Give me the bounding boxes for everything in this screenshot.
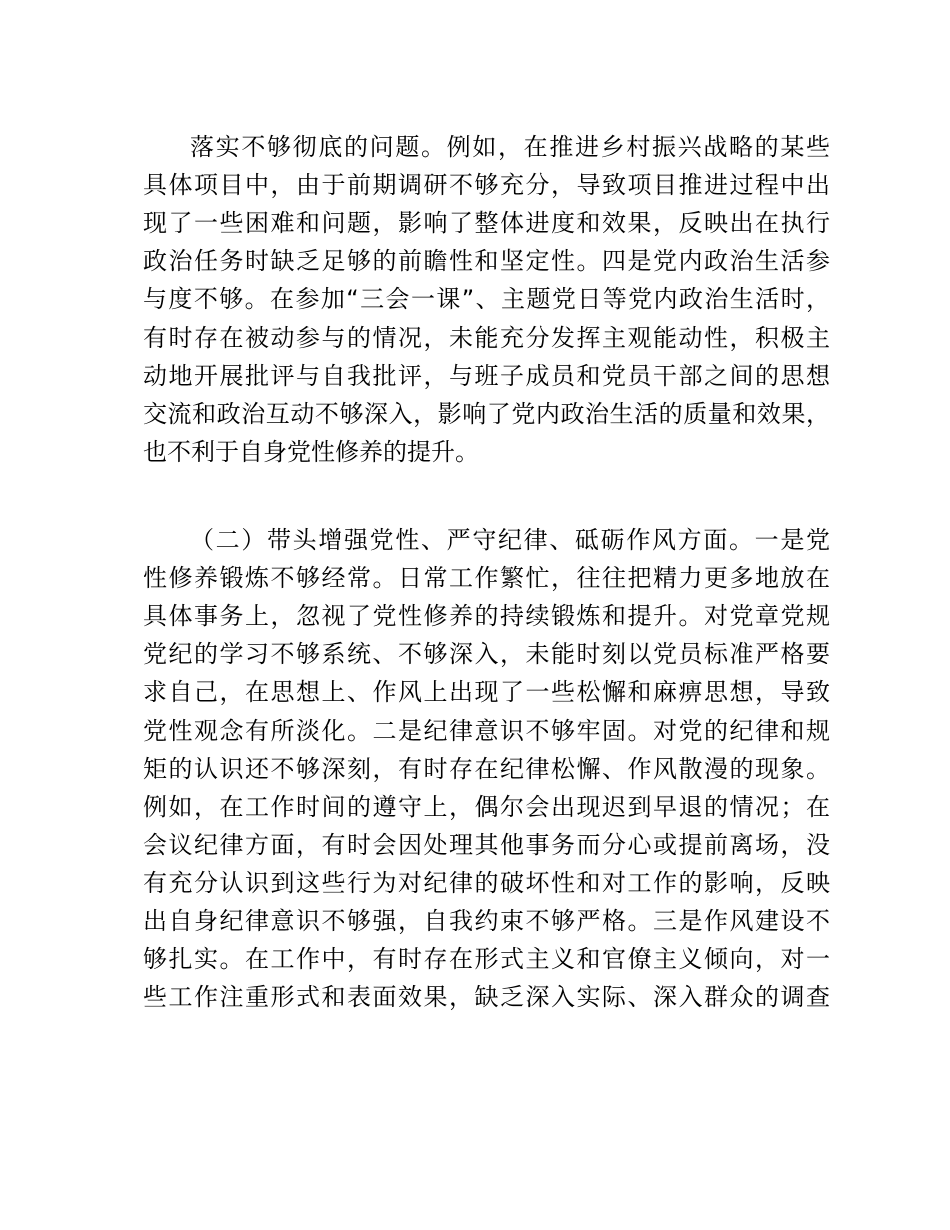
text-line: （二）带头增强党性、严守纪律、砥砺作风方面。一是党 [190, 526, 830, 554]
text-line: 现了一些困难和问题，影响了整体进度和效果，反映出在执行 [143, 209, 830, 238]
text-line: 出自身纪律意识不够强，自我约束不够严格。三是作风建设不 [143, 907, 830, 935]
text-line: 矩的认识还不够深刻，有时存在纪律松懈、作风散漫的现象。 [143, 754, 830, 783]
text-line: 党纪的学习不够系统、不够深入，未能时刻以党员标准严格要 [143, 640, 830, 669]
text-line: 与度不够。在参加“三会一课”、主题党日等党内政治生活时， [143, 285, 830, 314]
text-line: 具体项目中，由于前期调研不够充分，导致项目推进过程中出 [143, 171, 830, 200]
text-line: 性修养锻炼不够经常。日常工作繁忙，往往把精力更多地放在 [143, 564, 830, 593]
text-line: 落实不够彻底的问题。例如，在推进乡村振兴战略的某些 [190, 133, 830, 161]
text-line: 动地开展批评与自我批评，与班子成员和党员干部之间的思想 [143, 361, 830, 390]
text-line: 政治任务时缺乏足够的前瞻性和坚定性。四是党内政治生活参 [143, 247, 830, 276]
text-line: 党性观念有所淡化。二是纪律意识不够牢固。对党的纪律和规 [143, 716, 830, 745]
text-line: 有充分认识到这些行为对纪律的破坏性和对工作的影响，反映 [143, 868, 830, 897]
text-line: 有时存在被动参与的情况，未能充分发挥主观能动性，积极主 [143, 323, 830, 352]
text-line: 会议纪律方面，有时会因处理其他事务而分心或提前离场，没 [143, 830, 830, 859]
text-line: 例如，在工作时间的遵守上，偶尔会出现迟到早退的情况；在 [143, 792, 830, 821]
text-line: 够扎实。在工作中，有时存在形式主义和官僚主义倾向，对一 [143, 945, 830, 974]
text-line: 也不利于自身党性修养的提升。 [143, 437, 479, 466]
text-line: 交流和政治互动不够深入，影响了党内政治生活的质量和效果， [143, 399, 830, 428]
text-line: 具体事务上，忽视了党性修养的持续锻炼和提升。对党章党规 [143, 602, 830, 631]
text-line: 些工作注重形式和表面效果，缺乏深入实际、深入群众的调查 [143, 983, 830, 1012]
text-line: 求自己，在思想上、作风上出现了一些松懈和麻痹思想，导致 [143, 678, 830, 707]
